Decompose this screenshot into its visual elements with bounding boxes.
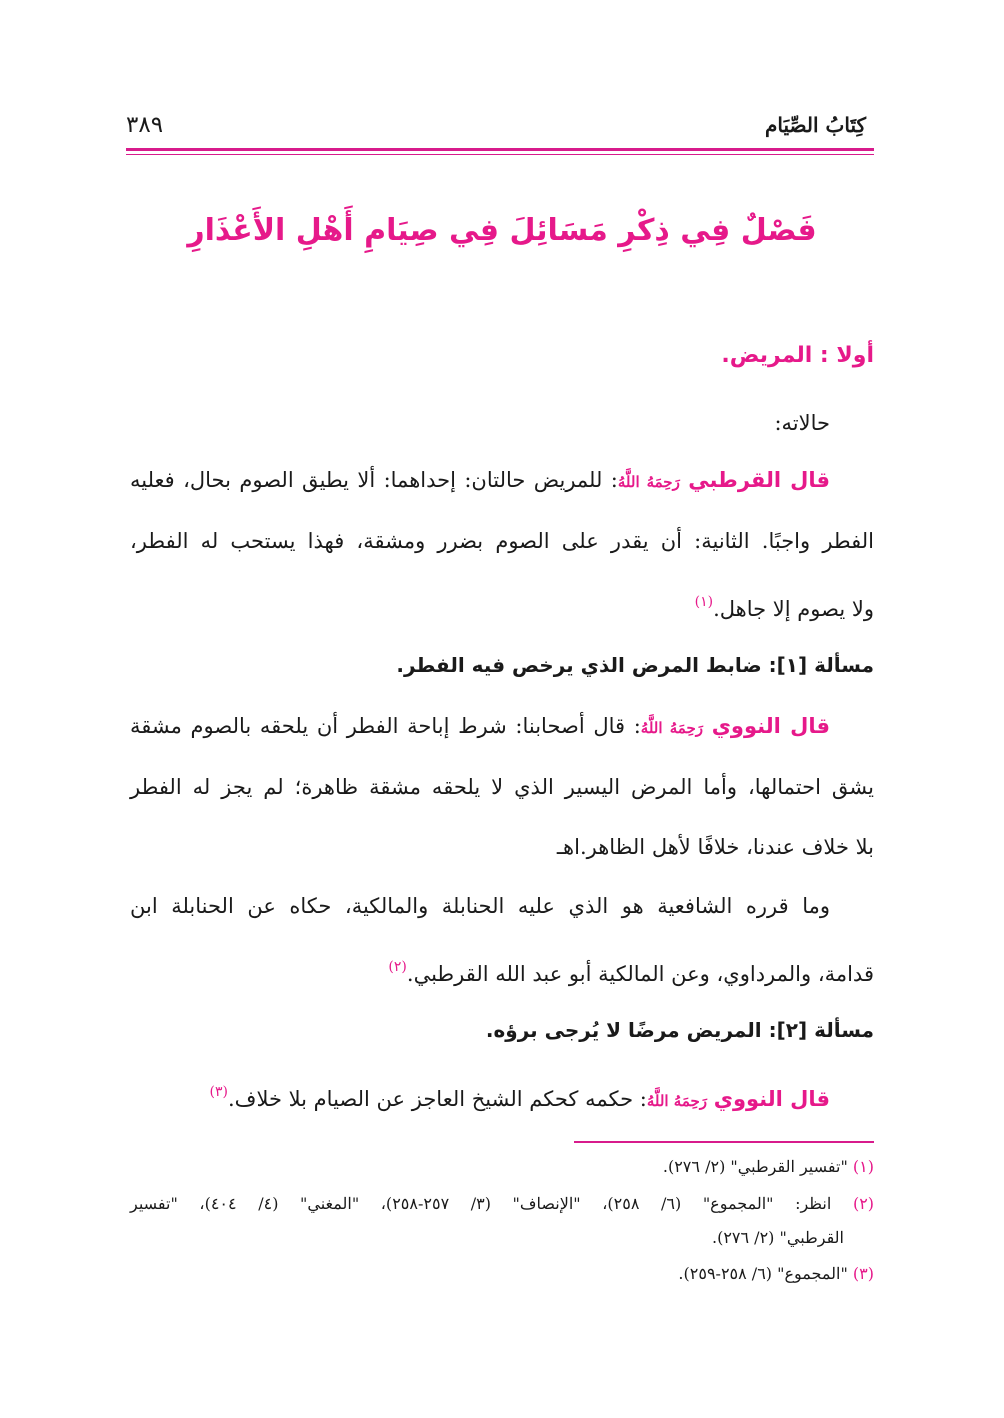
para2-line1-text: : قال أصحابنا: شرط إباحة الفطر أن يلحقه بالصوم مشقة [130, 714, 641, 738]
para4-author: قال النووي [713, 1087, 830, 1111]
para1-line1 [130, 465, 874, 497]
running-header-title: كِتَابُ الصِّيَام [765, 113, 866, 137]
para1-line3 [130, 587, 874, 624]
para2-line2: يشق احتمالها، وأما المرض اليسير الذي لا يلحقه مشقة ظاهرة؛ لم يجز له الفطر [130, 775, 874, 799]
para2-line3: بلا خلاف عندنا، خلافًا لأهل الظاهر.اهـ [556, 835, 874, 859]
footnote-separator [574, 1141, 874, 1143]
footnote-2 [130, 1192, 874, 1216]
chapter-title: فَصْلٌ فِي ذِكْرِ مَسَائِلَ فِي صِيَامِ أَهْلِ الأَعْذَارِ [187, 213, 817, 248]
section-heading: أولا : المريض. [721, 343, 874, 368]
issue1-label: مسألة [١]: [768, 653, 874, 677]
footnote-2-cont: القرطبي" (٢/ ٢٧٦). [711, 1228, 844, 1247]
footnote-3 [130, 1262, 874, 1286]
footnote-3-number: (٣) [852, 1264, 874, 1283]
footnote-ref-2[interactable]: (٢) [388, 959, 407, 975]
para2-author: قال النووي [711, 714, 830, 738]
footnote-2-number: (٢) [852, 1194, 875, 1213]
issue2-heading [130, 1015, 874, 1045]
para4-line1-text: : حكمه كحكم الشيخ العاجز عن الصيام بلا خلاف. [228, 1087, 647, 1111]
footnote-1-text: "تفسير القرطبي" (٢/ ٢٧٦). [662, 1157, 848, 1176]
footnote-3-text: "المجموع" (٦/ ٢٥٨-٢٥٩). [678, 1264, 848, 1283]
para2-line1 [130, 711, 874, 743]
para3-line1: وما قرره الشافعية هو الذي عليه الحنابلة والمالكية، حكاه عن الحنابلة ابن [130, 894, 830, 918]
section-intro: حالاته: [774, 411, 830, 435]
footnote-1-number: (١) [852, 1157, 874, 1176]
para1-honorific: رَحِمَهُ اللَّهُ [617, 473, 680, 491]
issue2-label: مسألة [٢]: [768, 1018, 874, 1042]
para3-line2-text: قدامة، والمرداوي، وعن المالكية أبو عبد الله القرطبي. [406, 962, 874, 986]
header-rule-thick [126, 148, 874, 151]
footnote-ref-3[interactable]: (٣) [209, 1084, 228, 1100]
para1-author: قال القرطبي [688, 468, 830, 492]
footnote-2-text: انظر: "المجموع" (٦/ ٢٥٨)، "الإنصاف" (٣/ ٢٥٧-٢٥٨)، "المغني" (٤/ ٤٠٤)، "تفسير [130, 1194, 832, 1213]
issue1-title: ضابط المرض الذي يرخص فيه الفطر. [396, 653, 762, 677]
para4-honorific: رَحِمَهُ اللَّهُ [646, 1092, 708, 1110]
header-rule-thin [126, 154, 874, 155]
footnote-1 [130, 1155, 874, 1179]
para2-honorific: رَحِمَهُ اللَّهُ [640, 719, 703, 737]
issue1-heading [130, 650, 874, 680]
page-number: ٣٨٩ [126, 112, 164, 138]
para3-line2 [130, 952, 874, 989]
para1-line3-text: ولا يصوم إلا جاهل. [713, 597, 874, 621]
para1-line2: الفطر واجبًا. الثانية: أن يقدر على الصوم بضرر ومشقة، فهذا يستحب له الفطر، [130, 529, 874, 553]
para4-line1 [130, 1077, 874, 1116]
issue2-title: المريض مرضًا لا يُرجى برؤه. [485, 1018, 762, 1042]
para1-line1-text: : للمريض حالتان: إحداهما: ألا يطيق الصوم بحال، فعليه [130, 468, 618, 492]
footnote-ref-1[interactable]: (١) [694, 594, 714, 610]
